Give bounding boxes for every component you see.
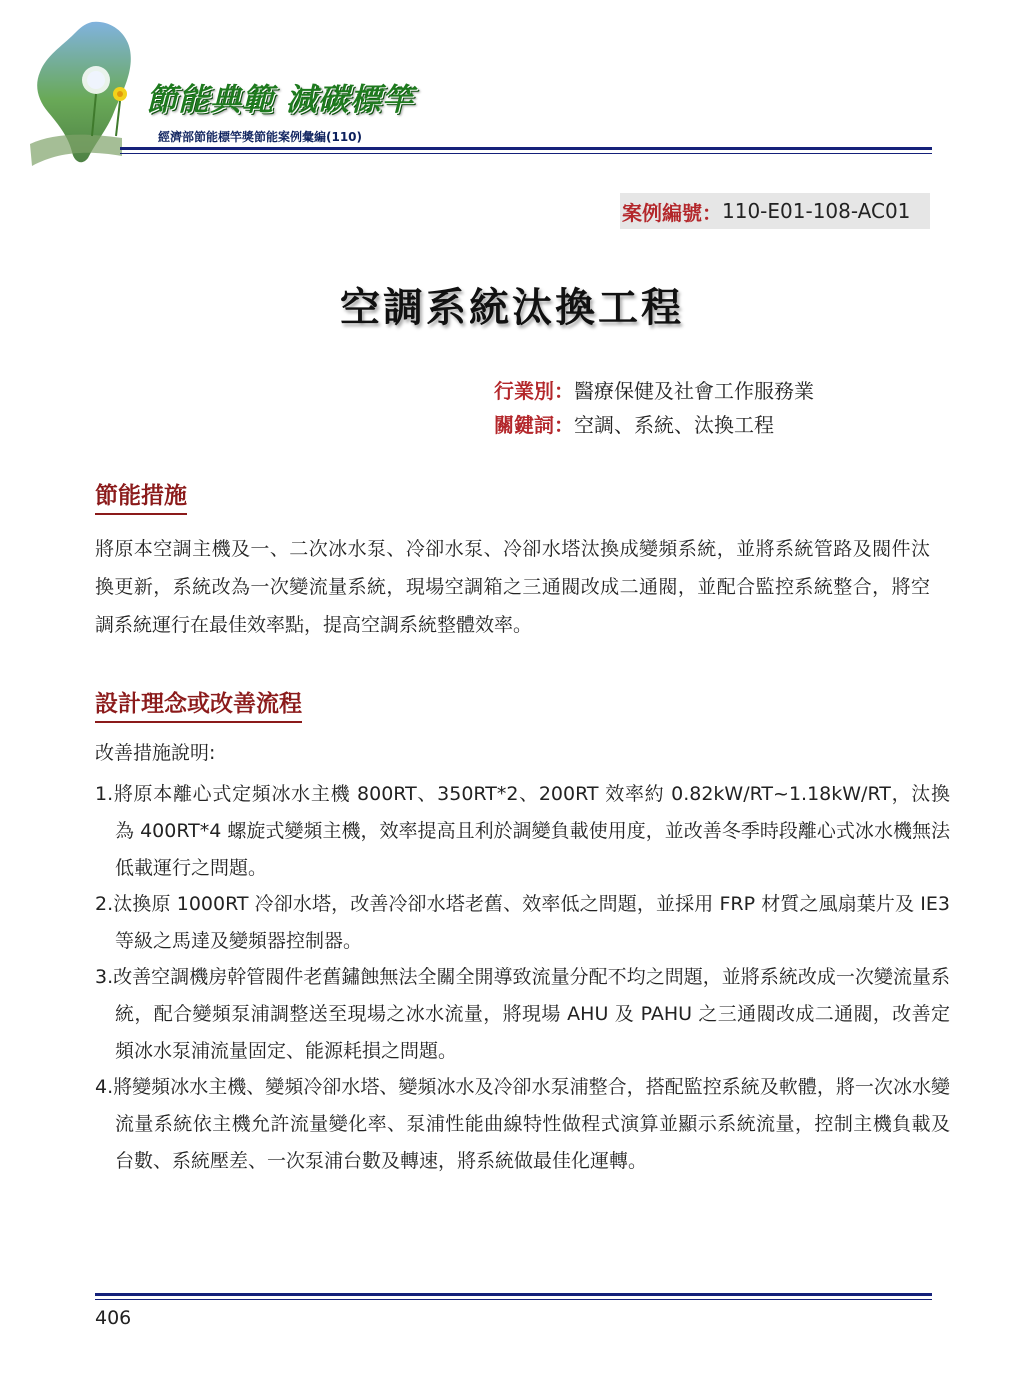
measures-body: 將原本空調主機及一、二次冰水泵、冷卻水泵、冷卻水塔汰換成變頻系統，並將系統管路及閥件汰換更新，系統改為一次變流量系統，現場空調箱之三通閥改成二通閥，並配合監控系統整合，將空調系統運行在最佳效率點，提高空調系統整體效率。 bbox=[95, 538, 930, 636]
keywords-label: 關鍵詞： bbox=[494, 413, 574, 437]
case-number-value: 110-E01-108-AC01 bbox=[722, 199, 911, 223]
footer-rule-thin bbox=[95, 1299, 932, 1300]
header-rule-thin bbox=[120, 153, 932, 154]
list-item: 2.汰換原 1000RT 冷卻水塔，改善冷卻水塔老舊、效率低之問題，並採用 FRP 材質之風扇葉片及 IE3 等級之馬達及變頻器控制器。 bbox=[95, 893, 950, 952]
header-rule-thick bbox=[120, 147, 932, 150]
list-item: 3.改善空調機房幹管閥件老舊鏽蝕無法全關全開導致流量分配不均之問題，並將系統改成一次變流量系統，配合變頻泵浦調整送至現場之冰水流量，將現場 AHU 及 PAHU 之三通閥改成二通閥，改善定頻冰水泵浦流量固定、能源耗損之問題。 bbox=[95, 966, 950, 1062]
taiwan-map-logo-icon bbox=[22, 16, 142, 184]
case-number-box bbox=[620, 193, 930, 229]
industry-value: 醫療保健及社會工作服務業 bbox=[574, 379, 814, 403]
keywords-value: 空調、系統、汰換工程 bbox=[574, 413, 774, 437]
industry-row bbox=[494, 375, 814, 404]
document-title: 空調系統汰換工程 bbox=[340, 285, 684, 331]
case-number-label: 案例編號： bbox=[622, 200, 722, 225]
footer-rule-thick bbox=[95, 1293, 932, 1296]
section-heading-design: 設計理念或改善流程 bbox=[95, 685, 302, 723]
header-title: 節能典範 減碳標竿 bbox=[146, 82, 414, 118]
list-item: 1.將原本離心式定頻冰水主機 800RT、350RT*2、200RT 效率約 0.82kW/RT~1.18kW/RT，汰換為 400RT*4 螺旋式變頻主機，效率提高且利於調變負載使用度，並改善冬季時段離心式冰水機無法低載運行之問題。 bbox=[95, 783, 950, 879]
page-number: 406 bbox=[95, 1307, 132, 1329]
industry-label: 行業別： bbox=[494, 379, 574, 403]
list-item: 4.將變頻冰水主機、變頻冷卻水塔、變頻冰水及冷卻水泵浦整合，搭配監控系統及軟體，將一次冰水變流量系統依主機允許流量變化率、泵浦性能曲線特性做程式演算並顯示系統流量，控制主機負載及台數、系統壓差、一次泵浦台數及轉速，將系統做最佳化運轉。 bbox=[95, 1076, 950, 1172]
section-heading-measures: 節能措施 bbox=[95, 477, 187, 515]
design-intro: 改善措施說明: bbox=[95, 742, 216, 764]
keywords-row bbox=[494, 409, 774, 438]
header-subtitle: 經濟部節能標竿獎節能案例彙編(110) bbox=[158, 130, 363, 144]
